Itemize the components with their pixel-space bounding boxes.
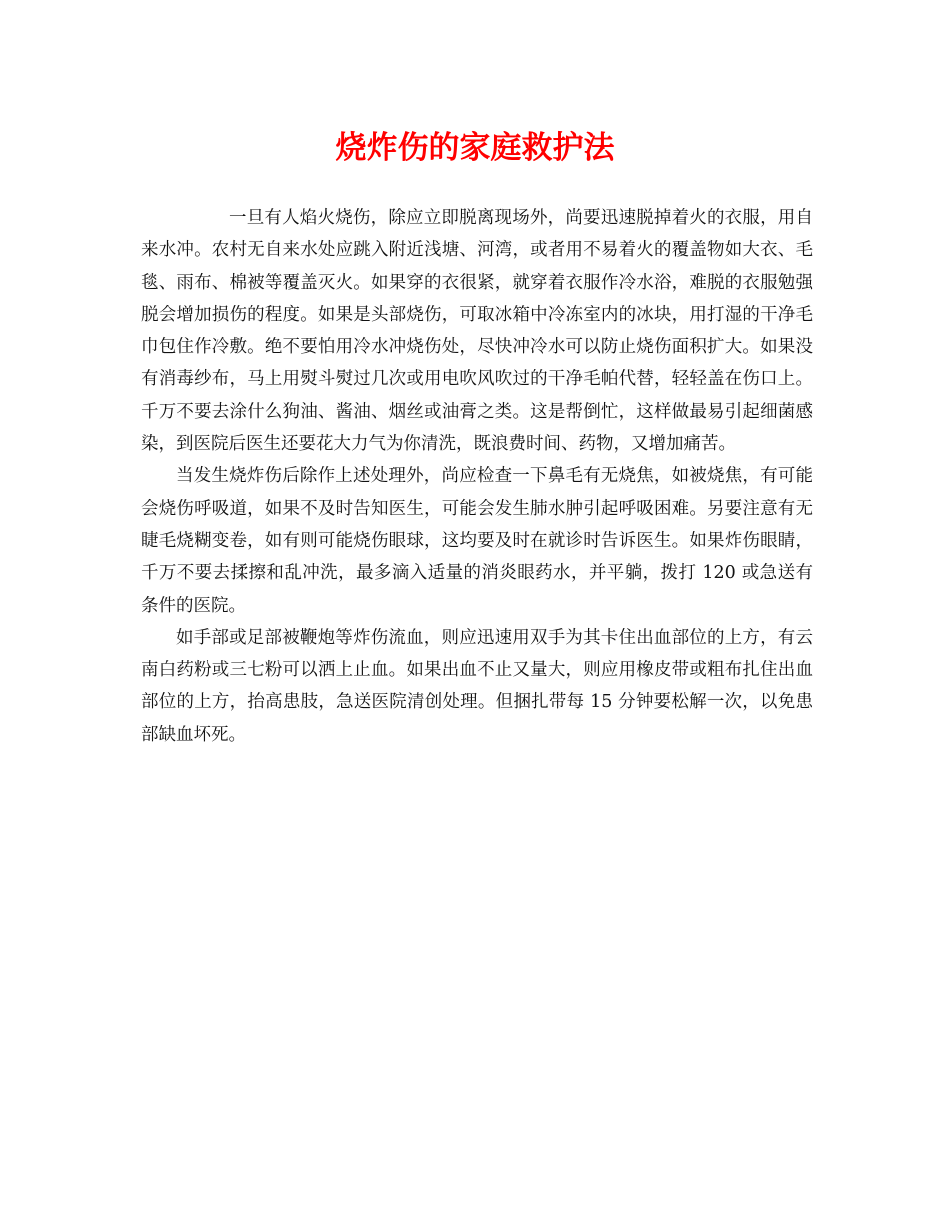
paragraph-1: 一旦有人焰火烧伤，除应立即脱离现场外，尚要迅速脱掉着火的衣服，用自来水冲。农村无自来水处应跳入附近浅塘、河湾，或者用不易着火的覆盖物如大衣、毛毯、雨布、棉被等覆盖灭火。如果穿的衣很紧，就穿着衣服作冷水浴，难脱的衣服勉强脱会增加损伤的程度。如果是头部烧伤，可取冰箱中冷冻室内的冰块，用打湿的干净毛巾包住作冷敷。绝不要怕用冷水冲烧伤处，尽快冲冷水可以防止烧伤面积扩大。如果没有消毒纱布，马上用熨斗熨过几次或用电吹风吹过的干净毛帕代替，轻轻盖在伤口上。千万不要去涂什么狗油、酱油、烟丝或油膏之类。这是帮倒忙，这样做最易引起细菌感染，到医院后医生还要花大力气为你清洗，既浪费时间、药物，又增加痛苦。 [141,208,813,455]
document-title: 烧炸伤的家庭救护法 [335,130,615,166]
document-body [141,202,813,751]
paragraph-2: 当发生烧炸伤后除作上述处理外，尚应检查一下鼻毛有无烧焦，如被烧焦，有可能会烧伤呼吸道，如果不及时告知医生，可能会发生肺水肿引起呼吸困难。另要注意有无睫毛烧糊变卷，如有则可能烧伤眼球，这均要及时在就诊时告诉医生。如果炸伤眼睛，千万不要去揉擦和乱冲洗，最多滴入适量的消炎眼药水，并平躺，拨打 120 或急送有条件的医院。 [141,466,813,616]
paragraph-3: 如手部或足部被鞭炮等炸伤流血，则应迅速用双手为其卡住出血部位的上方，有云南白药粉或三七粉可以洒上止血。如果出血不止又量大，则应用橡皮带或粗布扎住出血部位的上方，抬高患肢，急送医院清创处理。但捆扎带每 15 分钟要松解一次，以免患部缺血坏死。 [141,627,813,745]
